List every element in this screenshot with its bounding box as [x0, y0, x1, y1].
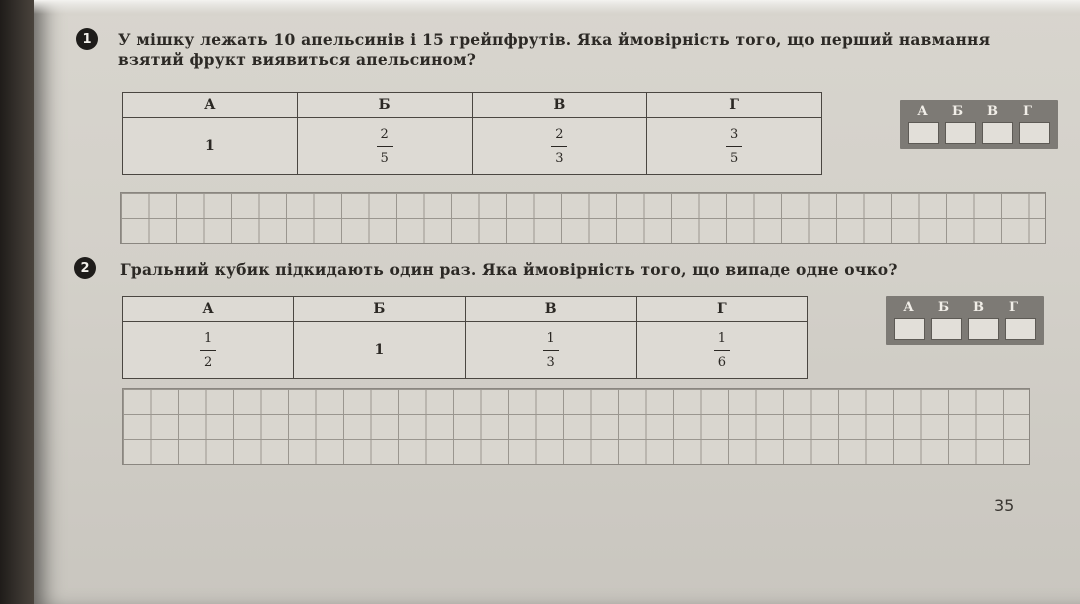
task-1-answer-letter-b: Б: [951, 104, 964, 119]
task-2-answer-cell-a[interactable]: [894, 318, 925, 340]
fraction-bar: [714, 350, 730, 351]
task-2-answer-cell-b[interactable]: [931, 318, 962, 340]
task-1-option-a: [123, 118, 298, 175]
fraction-bar: [551, 146, 567, 147]
task-2-option-v-numerator: 1: [546, 331, 555, 346]
task-2-header-v: В: [465, 297, 636, 322]
task-1-header-b: Б: [297, 93, 472, 118]
task-1-answer-cells: [905, 122, 1053, 144]
task-1-answer-letter-a: А: [917, 104, 928, 119]
task-1-number: [76, 28, 98, 50]
fraction-bar: [543, 350, 559, 351]
task-2-option-a-fraction: [200, 331, 216, 370]
task-2-answer-cell-v[interactable]: [968, 318, 999, 340]
task-2-options-table: [122, 296, 808, 379]
task-2-option-a: [123, 322, 294, 379]
task-1-option-g-denominator: 5: [729, 151, 739, 166]
task-2-option-v-fraction: [543, 331, 559, 370]
task-2-option-b-value: 1: [374, 342, 385, 358]
task-1-option-v-fraction: [551, 127, 567, 166]
task-1-option-g: [647, 118, 822, 175]
task-2-option-b: [294, 322, 465, 379]
task-2-header-g: Г: [636, 297, 807, 322]
task-1-question: [118, 30, 1058, 70]
task-1-answer-letter-v: В: [987, 104, 998, 119]
task-2-header-a: А: [123, 297, 294, 322]
task-2-answer-letter-g: Г: [1009, 300, 1018, 315]
task-1-values-row: [123, 118, 822, 175]
task-2-question: [120, 260, 1020, 280]
task-1-number-text: 1: [82, 31, 92, 47]
task-2-answer-cell-g[interactable]: [1005, 318, 1036, 340]
task-2-answer-letter-a: А: [903, 300, 914, 315]
task-2-option-g-fraction: [714, 331, 730, 370]
task-1-header-g: Г: [647, 93, 822, 118]
task-2-option-a-numerator: 1: [203, 331, 213, 346]
task-1-option-v-denominator: 3: [555, 151, 564, 166]
task-2-option-v: [465, 322, 636, 379]
task-1-option-g-numerator: 3: [729, 127, 739, 142]
task-2-number-text: 2: [80, 260, 90, 276]
task-1-question-line-1: У мішку лежать 10 апельсинів і 15 грейпфрутів. Яка ймовірність того, що перший навмання: [118, 30, 991, 49]
task-1-header-row: [123, 93, 822, 118]
task-1-header-v: В: [472, 93, 647, 118]
task-1-option-g-fraction: [726, 127, 742, 166]
task-1-answer-letters: [905, 104, 1053, 119]
task-2-answer-letter-v: В: [973, 300, 984, 315]
task-1-question-line-2: взятий фрукт виявиться апельсином?: [118, 50, 477, 69]
task-2-option-g-numerator: 1: [717, 331, 727, 346]
task-2-header-row: [123, 297, 808, 322]
page-number: 35: [994, 496, 1015, 515]
task-1-option-b-denominator: 5: [380, 151, 389, 166]
task-2-answer-cells: [891, 318, 1039, 340]
workbook-page: [34, 0, 1080, 604]
fraction-bar: [200, 350, 216, 351]
task-1-option-v-numerator: 2: [555, 127, 564, 142]
task-1-work-grid[interactable]: [120, 192, 1046, 244]
task-2-option-v-denominator: 3: [546, 355, 555, 370]
task-1-answer-cell-a[interactable]: [908, 122, 939, 144]
fraction-bar: [726, 146, 742, 147]
task-2-number: [74, 257, 96, 279]
task-2-work-grid[interactable]: [122, 388, 1030, 465]
task-1-header-a: А: [123, 93, 298, 118]
task-1-answer-cell-v[interactable]: [982, 122, 1013, 144]
fraction-bar: [377, 146, 393, 147]
task-1-option-v: [472, 118, 647, 175]
task-1-answer-cell-g[interactable]: [1019, 122, 1050, 144]
task-2-question-line-1: Гральний кубик підкидають один раз. Яка ймовірність того, що випаде одне очко?: [120, 260, 898, 279]
task-2-option-a-denominator: 2: [203, 355, 213, 370]
task-2-option-g-denominator: 6: [717, 355, 727, 370]
task-1-option-a-value: 1: [205, 138, 215, 154]
task-1-answer-cell-b[interactable]: [945, 122, 976, 144]
task-1-options-table: [122, 92, 822, 175]
task-1-answer-letter-g: Г: [1023, 104, 1032, 119]
task-2-values-row: [123, 322, 808, 379]
task-2-answer-letters: [891, 300, 1039, 315]
task-1-option-b-numerator: 2: [380, 127, 389, 142]
task-2-option-g: [636, 322, 807, 379]
task-1-option-b: [297, 118, 472, 175]
task-2-answer-letter-b: Б: [937, 300, 950, 315]
task-1-option-b-fraction: [377, 127, 393, 166]
task-2-header-b: Б: [294, 297, 465, 322]
task-2-answer-box: [886, 296, 1044, 345]
task-1-answer-box: [900, 100, 1058, 149]
